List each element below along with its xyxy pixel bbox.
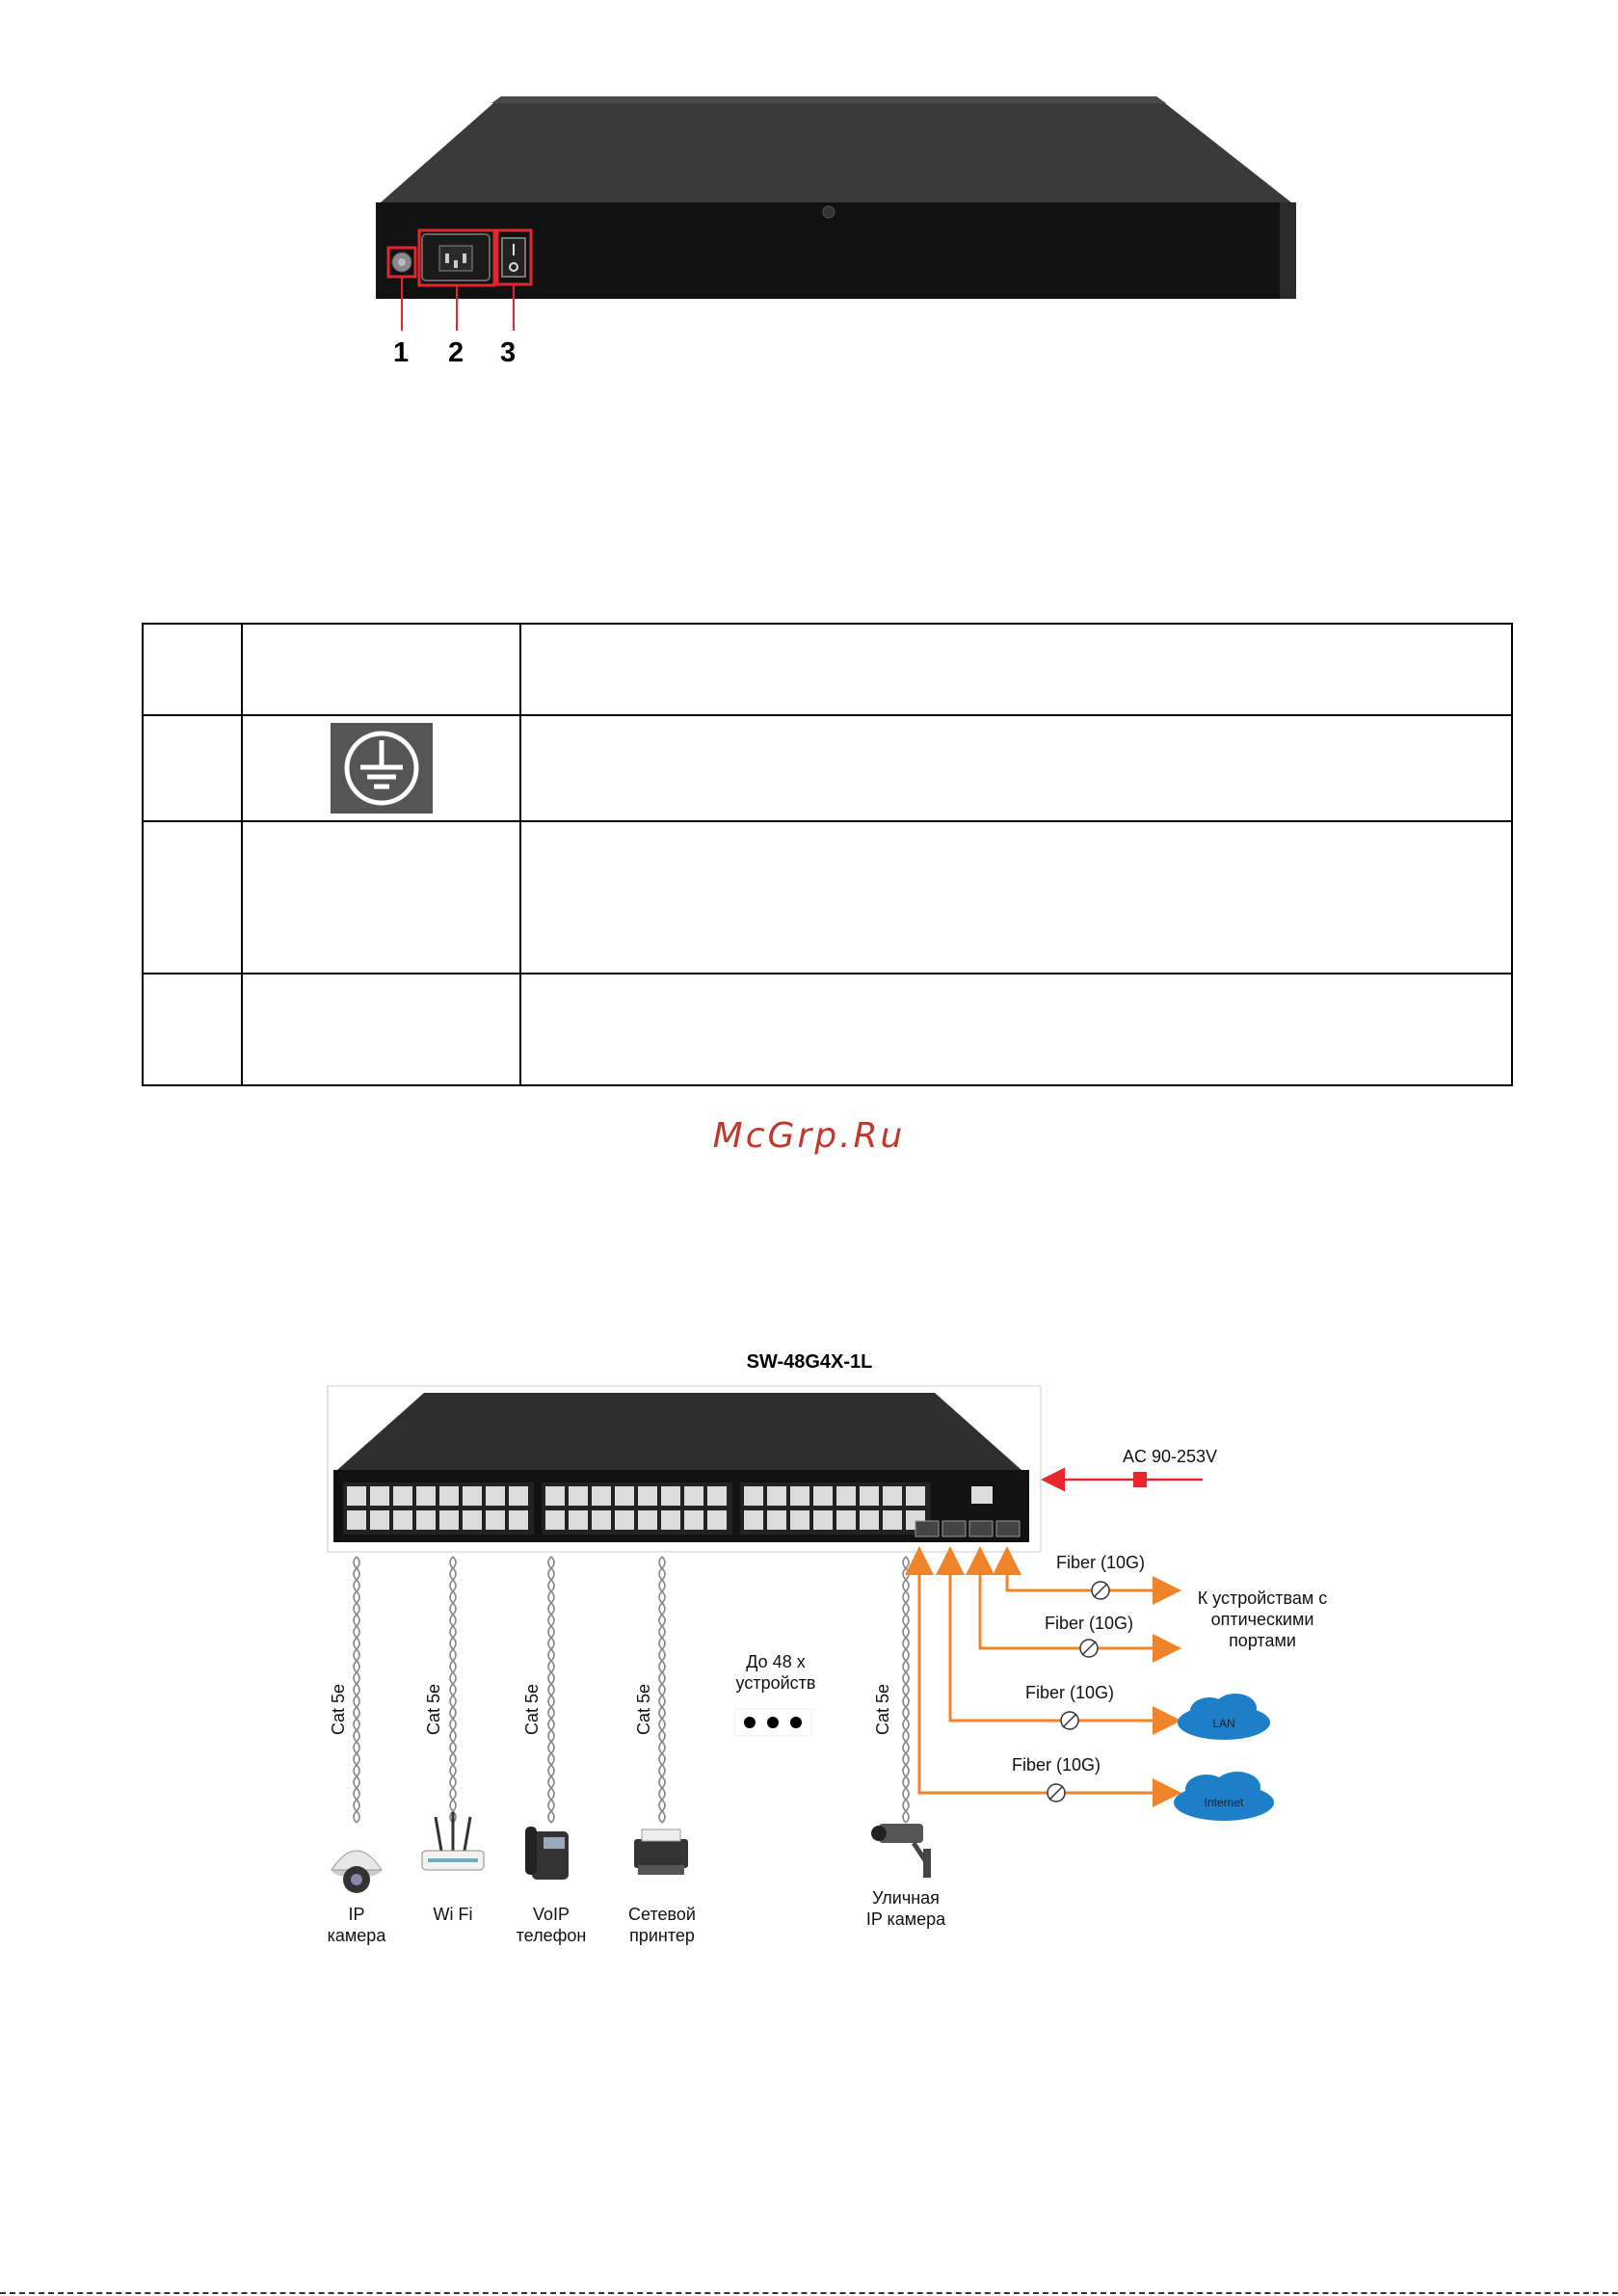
rj45-port — [684, 1510, 703, 1530]
rj45-port — [906, 1486, 925, 1506]
rj45-port — [569, 1510, 588, 1530]
table-cell-num — [143, 974, 242, 1085]
rj45-port — [509, 1510, 528, 1530]
callout-2: 2 — [448, 337, 464, 368]
optical-target-line1: К устройствам с — [1197, 1589, 1328, 1608]
callout-3: 3 — [500, 337, 517, 368]
rj45-port — [463, 1510, 482, 1530]
page-divider — [0, 2292, 1618, 2294]
rj45-port — [486, 1486, 505, 1506]
more-devices-line2: устройств — [735, 1673, 816, 1693]
rj45-port — [416, 1486, 436, 1506]
table-cell-num — [143, 821, 242, 974]
rj45-port — [767, 1510, 786, 1530]
rj45-port — [545, 1510, 565, 1530]
rj45-port — [661, 1510, 680, 1530]
rj45-port — [370, 1486, 389, 1506]
device-label-line2: камера — [327, 1926, 386, 1945]
rj45-port — [439, 1510, 459, 1530]
table-cell-name — [242, 715, 520, 821]
table-cell-name — [242, 974, 520, 1085]
rj45-port — [883, 1510, 902, 1530]
network-diagram — [308, 1378, 1368, 1966]
table-row — [143, 821, 1512, 974]
table-row — [143, 715, 1512, 821]
rj45-port — [545, 1486, 565, 1506]
rj45-port — [615, 1486, 634, 1506]
switch-device-icon — [333, 1393, 1029, 1542]
rj45-port — [883, 1486, 902, 1506]
internet-label: Internet — [1204, 1796, 1244, 1809]
rj45-port — [707, 1510, 727, 1530]
table-cell-num — [143, 715, 242, 821]
rj45-port — [393, 1486, 412, 1506]
power-socket-icon — [422, 234, 490, 280]
table-header-row — [143, 624, 1512, 715]
optical-target-line2: оптическими — [1210, 1610, 1314, 1629]
twisted-pair-cable — [450, 1557, 453, 1823]
fiber-label: Fiber (10G) — [1044, 1614, 1134, 1633]
rj45-port — [684, 1486, 703, 1506]
table-cell-num — [143, 624, 242, 715]
fiber-label: Fiber (10G) — [1024, 1683, 1115, 1702]
rj45-port — [860, 1486, 879, 1506]
more-devices-line1: До 48 х — [746, 1652, 806, 1671]
optical-target-line3: портами — [1229, 1631, 1296, 1650]
table-cell-description — [520, 715, 1512, 821]
ground-screw-icon — [392, 253, 411, 272]
table-cell-name — [242, 821, 520, 974]
rj45-port — [439, 1486, 459, 1506]
rj45-port — [416, 1510, 436, 1530]
device-label-line1: IP — [348, 1905, 365, 1924]
rj45-port — [790, 1510, 809, 1530]
twisted-pair-cable — [906, 1557, 909, 1823]
rj45-port — [790, 1486, 809, 1506]
outdoor-camera-icon — [871, 1824, 931, 1878]
rear-panel-spec-table — [142, 623, 1513, 1086]
twisted-pair-cable — [551, 1557, 554, 1823]
fiber-label: Fiber (10G) — [1011, 1755, 1101, 1775]
cable-label: Cat 5e — [873, 1683, 892, 1735]
diagram-title: SW-48G4X-1L — [746, 1351, 873, 1373]
rj45-port — [767, 1486, 786, 1506]
rj45-port — [463, 1486, 482, 1506]
power-label: AC 90-253V — [1123, 1447, 1218, 1466]
twisted-pair-cable — [548, 1557, 551, 1823]
dome-camera-icon — [332, 1851, 382, 1893]
callout-1: 1 — [393, 337, 410, 368]
rj45-port — [347, 1510, 366, 1530]
rj45-port — [393, 1510, 412, 1530]
rj45-port — [661, 1486, 680, 1506]
rj45-port — [592, 1510, 611, 1530]
device-label-line2: принтер — [629, 1926, 695, 1945]
rj45-port — [569, 1486, 588, 1506]
rj45-port — [813, 1510, 833, 1530]
rj45-port — [615, 1510, 634, 1530]
table-row — [143, 974, 1512, 1085]
rj45-port — [638, 1510, 657, 1530]
rj45-port — [744, 1486, 763, 1506]
rj45-port — [836, 1510, 856, 1530]
rj45-port — [836, 1486, 856, 1506]
printer-icon — [634, 1829, 688, 1875]
twisted-pair-cable — [659, 1557, 662, 1823]
device-label-line1: Сетевой — [628, 1905, 696, 1924]
watermark-text: McGrp.Ru — [712, 1116, 906, 1156]
table-cell-name — [242, 624, 520, 715]
twisted-pair-cable — [662, 1557, 665, 1823]
rj45-port — [592, 1486, 611, 1506]
cable-label: Cat 5e — [634, 1683, 653, 1735]
table-cell-description — [520, 821, 1512, 974]
twisted-pair-cable — [357, 1557, 359, 1823]
rj45-port — [486, 1510, 505, 1530]
device-label-line2: телефон — [516, 1926, 587, 1945]
rj45-port — [347, 1486, 366, 1506]
twisted-pair-cable — [354, 1557, 357, 1823]
fiber-label: Fiber (10G) — [1055, 1553, 1146, 1572]
twisted-pair-cable — [453, 1557, 456, 1823]
rj45-port — [509, 1486, 528, 1506]
device-label-line2: IP камера — [865, 1909, 946, 1929]
ellipsis-icon — [734, 1709, 811, 1736]
rj45-port — [707, 1486, 727, 1506]
device-label-line1: Wi Fi — [433, 1905, 473, 1924]
rj45-port — [860, 1510, 879, 1530]
device-label-line1: VoIP — [532, 1905, 570, 1924]
rj45-port — [813, 1486, 833, 1506]
twisted-pair-cable — [903, 1557, 906, 1823]
power-switch-icon — [502, 238, 525, 277]
cable-label: Cat 5e — [329, 1683, 348, 1735]
rj45-port — [638, 1486, 657, 1506]
rj45-port — [370, 1510, 389, 1530]
lan-label: LAN — [1212, 1717, 1235, 1730]
cable-label: Cat 5e — [522, 1683, 542, 1735]
table-cell-description — [520, 974, 1512, 1085]
device-label-line1: Уличная — [872, 1888, 940, 1908]
table-cell-description — [520, 624, 1512, 715]
rj45-port — [744, 1510, 763, 1530]
voip-phone-icon — [525, 1827, 569, 1880]
cable-label: Cat 5e — [424, 1683, 443, 1735]
wifi-router-icon — [422, 1812, 484, 1870]
ground-icon — [331, 723, 433, 814]
